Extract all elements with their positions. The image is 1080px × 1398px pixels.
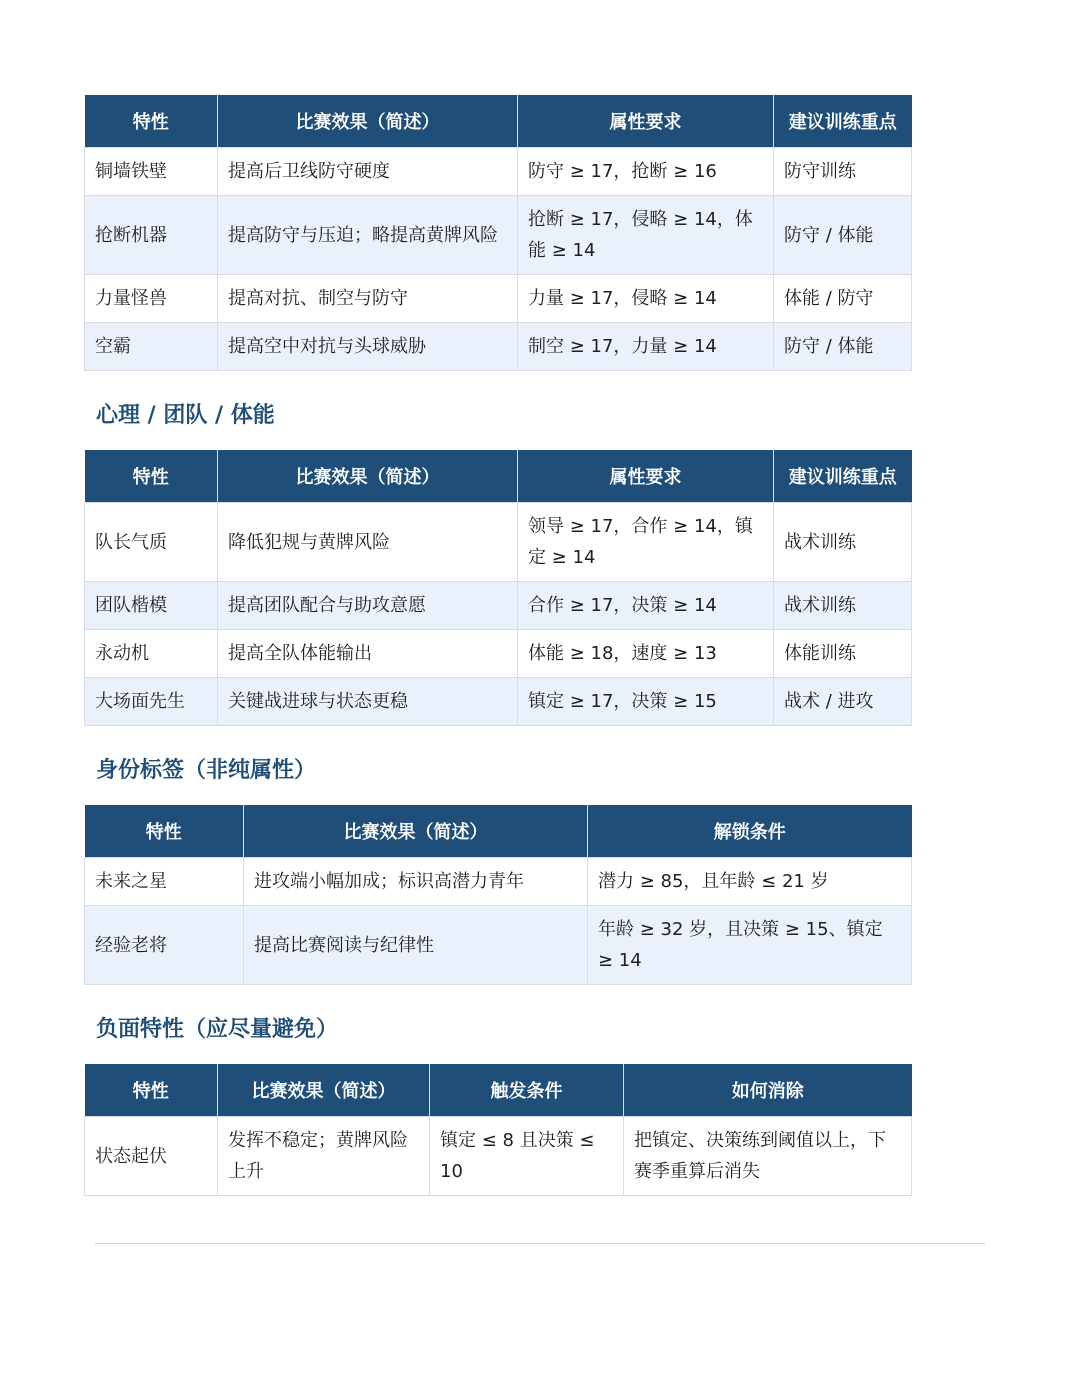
trait-requirement: 合作 ≥ 17，决策 ≥ 14 [518, 582, 774, 630]
trait-name: 经验老将 [85, 906, 244, 985]
trait-requirement: 制空 ≥ 17，力量 ≥ 14 [518, 323, 774, 371]
trigger-condition: 镇定 ≤ 8 且决策 ≤ 10 [430, 1117, 624, 1196]
trait-name: 抢断机器 [85, 196, 218, 275]
negative-traits-table [84, 1064, 912, 1196]
table-row [85, 148, 912, 196]
trait-name: 团队楷模 [85, 582, 218, 630]
trait-requirement: 领导 ≥ 17，合作 ≥ 14，镇定 ≥ 14 [518, 503, 774, 582]
table-row [85, 275, 912, 323]
column-header: 特性 [85, 95, 218, 148]
training-focus: 体能 / 防守 [774, 275, 912, 323]
column-header: 特性 [85, 805, 244, 858]
table-row [85, 196, 912, 275]
unlock-condition: 潜力 ≥ 85，且年龄 ≤ 21 岁 [588, 858, 912, 906]
column-header: 比赛效果（简述） [244, 805, 588, 858]
column-header: 比赛效果（简述） [218, 450, 518, 503]
identity-tags-table [84, 805, 912, 985]
trait-effect: 提高比赛阅读与纪律性 [244, 906, 588, 985]
table-row [85, 323, 912, 371]
training-focus: 战术训练 [774, 582, 912, 630]
document-page [84, 95, 911, 1196]
column-header: 特性 [85, 450, 218, 503]
trait-effect: 进攻端小幅加成；标识高潜力青年 [244, 858, 588, 906]
column-header: 特性 [85, 1064, 218, 1117]
section-title-negative-traits: 负面特性（应尽量避免） [96, 1017, 339, 1042]
column-header: 触发条件 [430, 1064, 624, 1117]
column-header: 比赛效果（简述） [218, 1064, 430, 1117]
table-header-row [85, 805, 912, 858]
trait-effect: 提高对抗、制空与防守 [218, 275, 518, 323]
section-title-mental-team-stamina: 心理 / 团队 / 体能 [96, 403, 275, 428]
trait-requirement: 体能 ≥ 18，速度 ≥ 13 [518, 630, 774, 678]
column-header: 属性要求 [518, 95, 774, 148]
trait-name: 铜墙铁壁 [85, 148, 218, 196]
table-row [85, 582, 912, 630]
training-focus: 防守训练 [774, 148, 912, 196]
trait-effect: 提高后卫线防守硬度 [218, 148, 518, 196]
trait-effect: 提高团队配合与助攻意愿 [218, 582, 518, 630]
defensive-traits-table [84, 95, 912, 371]
removal-method: 把镇定、决策练到阈值以上，下赛季重算后消失 [624, 1117, 912, 1196]
column-header: 如何消除 [624, 1064, 912, 1117]
trait-requirement: 镇定 ≥ 17，决策 ≥ 15 [518, 678, 774, 726]
table-row [85, 906, 912, 985]
mental-team-traits-table [84, 450, 912, 726]
trait-requirement: 抢断 ≥ 17，侵略 ≥ 14，体能 ≥ 14 [518, 196, 774, 275]
trait-name: 永动机 [85, 630, 218, 678]
table-row [85, 503, 912, 582]
trait-name: 状态起伏 [85, 1117, 218, 1196]
column-header: 建议训练重点 [774, 450, 912, 503]
table-header-row [85, 450, 912, 503]
training-focus: 战术 / 进攻 [774, 678, 912, 726]
trait-effect: 提高全队体能输出 [218, 630, 518, 678]
trait-effect: 提高空中对抗与头球威胁 [218, 323, 518, 371]
trait-name: 未来之星 [85, 858, 244, 906]
section-title-identity-tags: 身份标签（非纯属性） [96, 758, 317, 783]
trait-name: 队长气质 [85, 503, 218, 582]
column-header: 建议训练重点 [774, 95, 912, 148]
trait-effect: 提高防守与压迫；略提高黄牌风险 [218, 196, 518, 275]
training-focus: 防守 / 体能 [774, 196, 912, 275]
trait-requirement: 防守 ≥ 17，抢断 ≥ 16 [518, 148, 774, 196]
trait-effect: 发挥不稳定；黄牌风险上升 [218, 1117, 430, 1196]
training-focus: 体能训练 [774, 630, 912, 678]
column-header: 解锁条件 [588, 805, 912, 858]
training-focus: 防守 / 体能 [774, 323, 912, 371]
column-header: 属性要求 [518, 450, 774, 503]
table-row [85, 1117, 912, 1196]
trait-name: 空霸 [85, 323, 218, 371]
trait-effect: 降低犯规与黄牌风险 [218, 503, 518, 582]
table-header-row [85, 1064, 912, 1117]
training-focus: 战术训练 [774, 503, 912, 582]
trait-requirement: 力量 ≥ 17，侵略 ≥ 14 [518, 275, 774, 323]
table-row [85, 678, 912, 726]
footer-divider [95, 1243, 985, 1244]
trait-name: 大场面先生 [85, 678, 218, 726]
trait-effect: 关键战进球与状态更稳 [218, 678, 518, 726]
unlock-condition: 年龄 ≥ 32 岁，且决策 ≥ 15、镇定 ≥ 14 [588, 906, 912, 985]
table-row [85, 858, 912, 906]
column-header: 比赛效果（简述） [218, 95, 518, 148]
table-row [85, 630, 912, 678]
table-header-row [85, 95, 912, 148]
trait-name: 力量怪兽 [85, 275, 218, 323]
